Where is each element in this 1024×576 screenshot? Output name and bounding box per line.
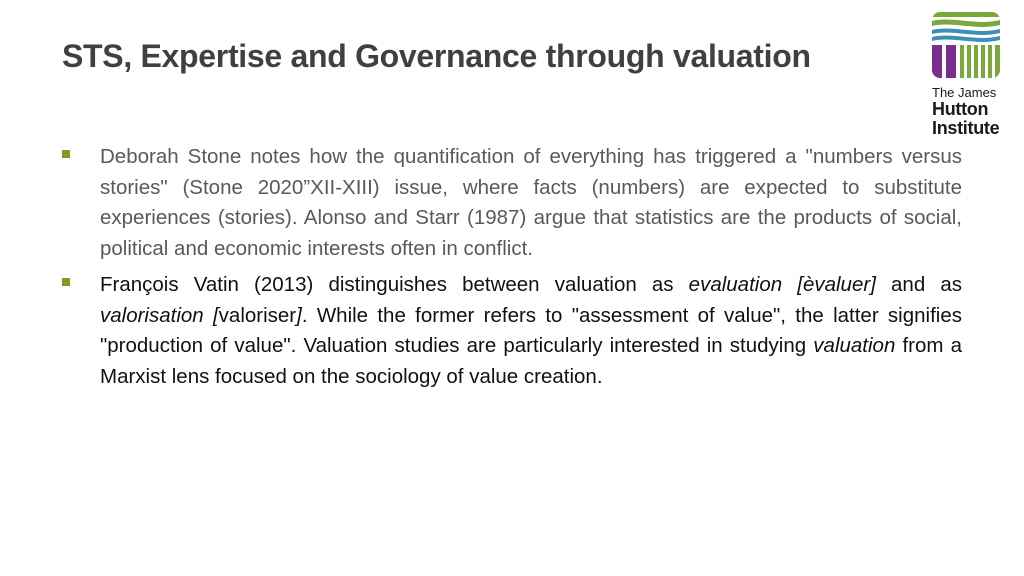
- text-run: François Vatin (2013) distinguishes between valuation as: [100, 273, 689, 296]
- bullet-text-stone: Deborah Stone notes how the quantification of everything has triggered a "numbers versus stories" (Stone 2020”XII-XIII) issue, where facts (numbers) are expected to substitute experiences (stories). Alonso and Starr (1987) argue that statistics are the products of social, political and economic interests often in conflict.: [100, 145, 962, 260]
- text-run: valoriser: [218, 303, 297, 327]
- james-hutton-institute-logo: [932, 12, 1002, 137]
- bullet-item: [62, 142, 962, 264]
- square-bullet-icon: [62, 150, 70, 158]
- italic-run: valorisation [: [100, 303, 219, 327]
- italic-run: evaluation [èvaluer]: [688, 273, 876, 296]
- text-run: . While the former refers to "assessment of value", the latter signifies "production of value". Valuation studies are particularly interested in studying: [100, 303, 962, 357]
- italic-run: ]: [296, 303, 302, 327]
- logo-text-line1: The James: [932, 85, 997, 100]
- italic-run: valuation: [813, 334, 896, 357]
- square-bullet-icon: [62, 278, 70, 286]
- slide-title: STS, Expertise and Governance through valuation: [62, 38, 811, 74]
- bullet-list: [62, 142, 962, 398]
- text-run: and as: [875, 273, 962, 296]
- logo-mark-icon: [932, 12, 1000, 78]
- bullet-text-vatin: [100, 270, 962, 392]
- logo-text-line3: Institute: [932, 118, 1000, 138]
- logo-text: [932, 86, 1002, 137]
- bullet-item: [62, 270, 962, 392]
- text-run: from a Marxist lens focused on the sociology of value creation.: [100, 334, 963, 388]
- logo-text-line2: Hutton: [932, 99, 989, 119]
